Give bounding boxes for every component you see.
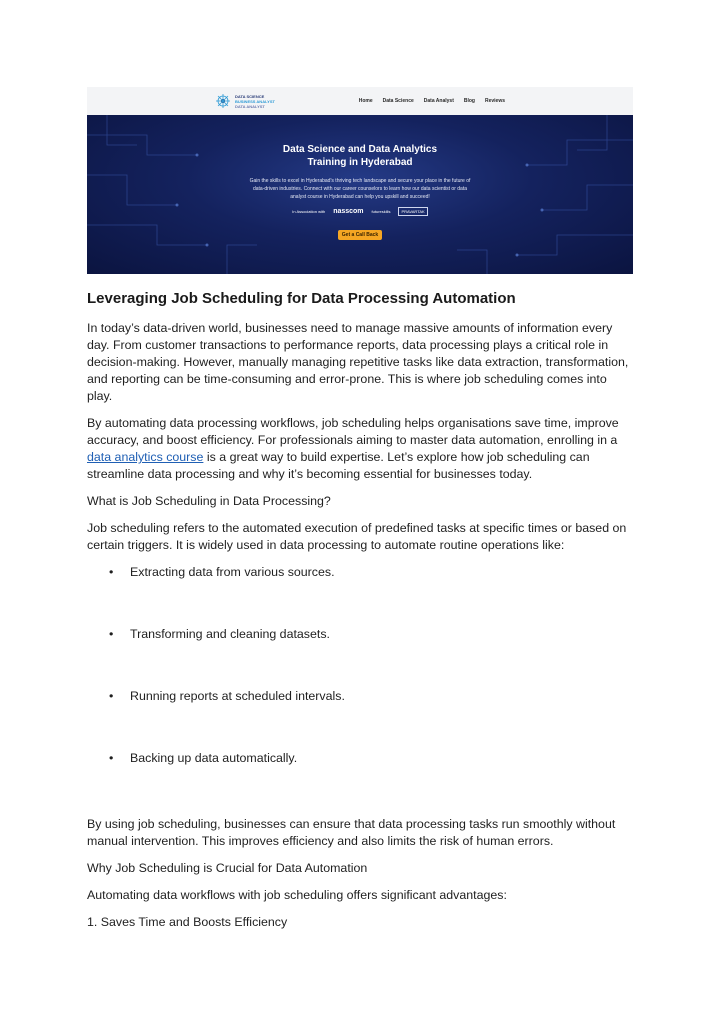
- bullet-icon: •: [109, 689, 114, 703]
- site-logo[interactable]: [215, 93, 275, 109]
- why-heading: Why Job Scheduling is Crucial for Data Automation: [87, 861, 368, 875]
- banner-title-line-1: Data Science and Data Analytics: [282, 144, 438, 155]
- nav-data-analyst[interactable]: Data Analyst: [423, 98, 454, 104]
- get-a-call-back-button[interactable]: Get a Call Back: [338, 230, 382, 240]
- nav-reviews[interactable]: Reviews: [484, 98, 505, 104]
- bullet-icon: •: [109, 565, 114, 579]
- banner-description: Gain the skills to excel in Hyderabad's thriving tech landscape and secure your place in the future of data-driven industries. Connect with our career counselors to learn how our data scientist or data analyst course in Hyderabad can help you upskill and succeed!: [249, 178, 471, 200]
- automation-paragraph: [87, 415, 633, 483]
- nav-blog[interactable]: Blog: [463, 98, 475, 104]
- tasks-list: [87, 564, 633, 812]
- document-page: [87, 87, 633, 931]
- paragraph-text: is a great way to build expertise. Let’s explore how job scheduling can streamline data processing and why it’s becoming essential for businesses today.: [87, 450, 590, 481]
- data-analytics-course-link[interactable]: data analytics course: [87, 450, 204, 464]
- list-item-text: Extracting data from various sources.: [130, 565, 335, 579]
- list-item-text: Transforming and cleaning datasets.: [130, 627, 330, 641]
- pravartak-logo: PRAVARTAK: [398, 207, 427, 216]
- logo-line: DATA ANALYST: [235, 103, 265, 109]
- logo-line: DATA SCIENCE: [235, 93, 265, 99]
- definition-paragraph: Job scheduling refers to the automated execution of predefined tasks at specific times or based on certain triggers. It is widely used in data processing to automate routine operations like:: [87, 521, 627, 552]
- list-item: [87, 564, 633, 626]
- what-is-heading: What is Job Scheduling in Data Processing?: [87, 494, 331, 508]
- nav-data-science[interactable]: Data Science: [382, 98, 414, 104]
- intro-paragraph: In today’s data-driven world, businesses need to manage massive amounts of information every day. From customer transactions to performance reports, data processing plays a critical role in decision-making. However, manually managing repetitive tasks like data extraction, transformation, and reporting can be time-consuming and error-prone. This is where job scheduling comes into play.: [87, 321, 629, 403]
- logo-line: BUSINESS ANALYST: [235, 98, 275, 104]
- futureskills-logo: futureskills: [371, 209, 391, 214]
- hero-banner: [87, 115, 633, 274]
- advantages-paragraph: Automating data workflows with job scheduling offers significant advantages:: [87, 888, 507, 902]
- nasscom-logo: nasscom: [333, 208, 364, 215]
- nav-home[interactable]: Home: [358, 98, 373, 104]
- list-item-text: Running reports at scheduled intervals.: [130, 689, 345, 703]
- association-label: In Association with: [292, 209, 326, 214]
- bullet-icon: •: [109, 751, 114, 765]
- banner-title-line-2: Training in Hyderabad: [307, 157, 413, 168]
- hero-banner-image: [87, 87, 633, 274]
- site-nav: [359, 98, 505, 104]
- list-item-text: Backing up data automatically.: [130, 751, 298, 765]
- article-title: Leveraging Job Scheduling for Data Processing Automation: [87, 290, 516, 307]
- logo-text: [235, 94, 275, 109]
- list-item: [87, 750, 633, 812]
- bullet-icon: •: [109, 627, 114, 641]
- paragraph-text: By automating data processing workflows, job scheduling helps organisations save time, improve accuracy, and boost efficiency. For professionals aiming to master data automation, enrolling in a: [87, 416, 619, 447]
- list-item: [87, 626, 633, 688]
- site-header: [87, 87, 633, 115]
- list-item: [87, 688, 633, 750]
- logo-network-icon: [215, 93, 231, 109]
- advantage-item-1: 1. Saves Time and Boosts Efficiency: [87, 915, 288, 929]
- benefit-paragraph: By using job scheduling, businesses can ensure that data processing tasks run smoothly without manual intervention. This improves efficiency and also limits the risk of human errors.: [87, 817, 616, 848]
- association-row: [87, 207, 633, 216]
